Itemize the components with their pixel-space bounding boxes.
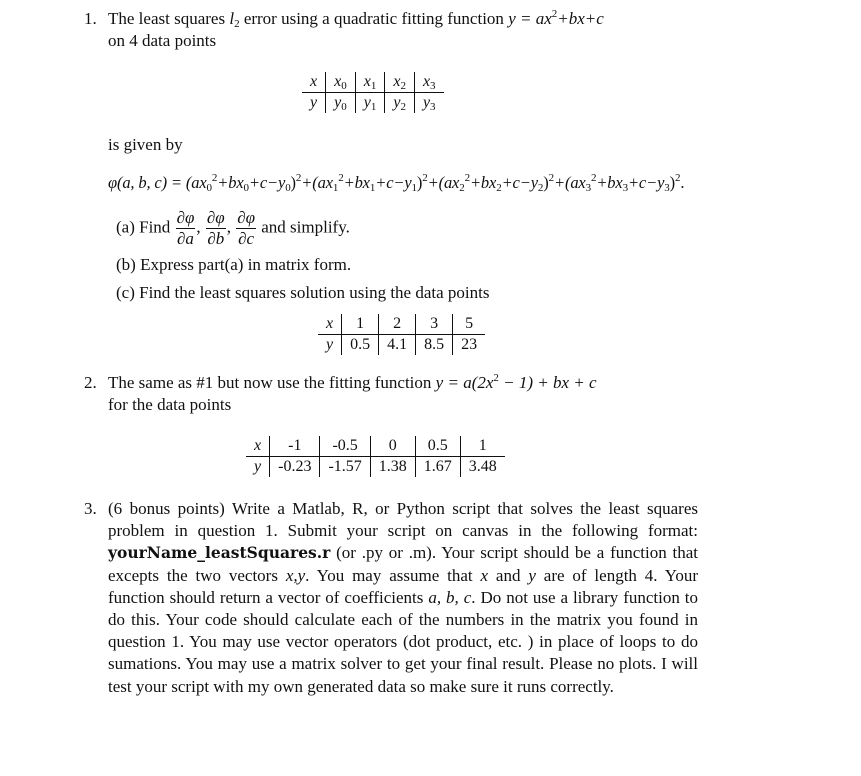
q1c-x-1: 1 <box>342 314 379 335</box>
q3-paragraph: (6 bonus points) Write a Matlab, R, or Python script that solves the least squares problem in question 1. Submit your script on canvas in the following format: yourName_leastSquares.r (or .py or .m). Your script should be a function that excepts the two vectors x,y. You may assume that x and y are of length 4. Your function should return a vector of coefficients a, b, c. Do not use a library function to do this. Your code should calculate each of the numbers in the matrix you found in question 1. You may use vector operators (dot product, etc. ) in place of loops to do sumations. You may use a matrix solver to get your final result. Please no plots. I will test your script with my own generated data so make sure it runs correctly. <box>108 499 699 696</box>
q1-line-1: The least squares $l_2$ error using a quadratic fitting function $y = ax^2+bx+c$ <box>108 8 604 30</box>
q2-data-table <box>246 436 505 477</box>
q1-table-x-row <box>302 72 444 93</box>
q1-x0: $x_0$ <box>326 72 356 93</box>
q2-line-2: for the data points <box>108 395 232 414</box>
q1c-y-row: y 0.5 4.1 8.5 23 <box>318 335 485 356</box>
q1-data-table <box>302 72 444 113</box>
q1c-x-4: 5 <box>453 314 486 335</box>
q1c-data-table <box>318 314 485 355</box>
q1-line-2: on 4 data points <box>108 31 217 50</box>
partial-phi-c: $\frac{\partial\varphi}{\partial c}$ <box>237 208 255 248</box>
q1c-y-3: 8.5 <box>416 335 453 356</box>
q1-part-a: (a) Find $\frac{\partial\varphi}{\partial a}$ , $\frac{\partial\varphi}{\partial b}$ , $\frac{\partial\varphi}{\partial c}$ and simplify. <box>116 208 350 248</box>
q1-y2: $y_2$ <box>385 93 415 114</box>
partial-phi-b: $\frac{\partial\varphi}{\partial b}$ <box>206 208 225 248</box>
q2-y-row: y -0.23 -1.57 1.38 1.67 3.48 <box>246 457 505 478</box>
q1-x2: $x_2$ <box>385 72 415 93</box>
q1c-x-2: 2 <box>379 314 416 335</box>
q1-x-label: x <box>302 72 326 93</box>
q1c-y-1: 0.5 <box>342 335 379 356</box>
q1-table-y-row <box>302 93 444 114</box>
q1-part-c: (c) Find the least squares solution using the data points <box>116 283 490 302</box>
partial-phi-a: $\frac{\partial\varphi}{\partial a}$ <box>176 208 195 248</box>
q1-y1: $y_1$ <box>355 93 385 114</box>
q1-y0: $y_0$ <box>326 93 356 114</box>
q2-x-row: x -1 -0.5 0 0.5 1 <box>246 436 505 457</box>
q3-number: 3. <box>84 499 97 518</box>
q1-number: 1. <box>84 9 97 28</box>
q1-y-label: y <box>310 94 318 111</box>
q1-y3: $y_3$ <box>414 93 443 114</box>
q1-given-by: is given by <box>108 135 183 154</box>
q2-line-1: The same as #1 but now use the fitting function $y = a(2x^2 - 1)$ + bx + c <box>108 372 597 392</box>
q1-part-b: (b) Express part(a) in matrix form. <box>116 255 352 274</box>
q1-phi-equation: φ(a, b, $c) = (ax_0^2+bx_0+c-y_0)^2+(ax_1^2+bx_1+c-y_1)^2+(ax_2^2+bx_2+c-y_2)^2+(ax_3^2+bx_3+c-y_3)^2$. <box>108 172 685 194</box>
q1-x1: $x_1$ <box>355 72 385 93</box>
q1c-y-4: 23 <box>453 335 486 356</box>
q1-x3: $x_3$ <box>414 72 443 93</box>
q2-number: 2. <box>84 373 97 392</box>
q3-filename: yourName_leastSquares.r <box>108 543 331 563</box>
q1c-x-3: 3 <box>416 314 453 335</box>
q1c-x-row: x 1 2 3 5 <box>318 314 485 335</box>
q1c-y-2: 4.1 <box>379 335 416 356</box>
